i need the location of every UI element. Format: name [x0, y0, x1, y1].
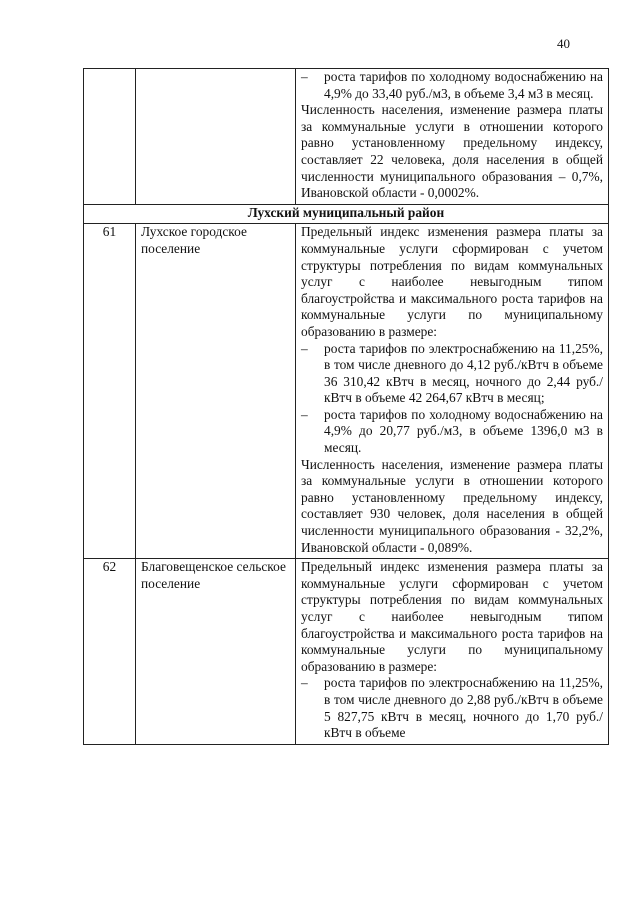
bullet-text: роста тарифов по электроснабжению на 11,25%, в том числе дневного до 4,12 руб./кВтч в объеме 36 310,42 кВтч в месяц, ночного до 2,44 руб./кВтч в объеме 42 264,67 кВтч в месяц;: [324, 340, 603, 406]
municipality-cell: Благовещенское сельское поселение: [136, 559, 296, 745]
row-number-cell: [84, 69, 136, 205]
description-cell: [296, 224, 609, 559]
list-item: [301, 69, 603, 102]
table-row: [84, 69, 609, 205]
dash-marker: –: [301, 406, 308, 422]
table-row: [84, 224, 609, 559]
population-paragraph: Численность населения, изменение размера платы за коммунальные услуги в отношении которого равно установленному предельному индексу, составляет 930 человек, доля населения в общей численности муниципального образования - 32,2%, Ивановской области - 0,089%.: [301, 456, 603, 555]
table-row: [84, 559, 609, 745]
dash-marker: –: [301, 675, 308, 691]
municipality-cell: [136, 69, 296, 205]
section-row: [84, 204, 609, 224]
dash-marker: –: [301, 69, 308, 84]
dash-marker: –: [301, 340, 308, 356]
list-item: [301, 341, 603, 407]
list-item: [301, 675, 603, 741]
intro-paragraph: Предельный индекс изменения размера платы за коммунальные услуги сформирован с учетом структуры потребления по видам коммунальных услуг с наиболее невыгодным типом благоустройства и максимального роста тарифов на коммунальные услуги по муниципальному образованию в размере:: [301, 559, 603, 674]
description-cell: [296, 559, 609, 745]
population-paragraph: Численность населения, изменение размера платы за коммунальные услуги в отношении которого равно установленному предельному индексу, составляет 22 человека, доля населения в общей численности муниципального образования – 0,7%, Ивановской области - 0,0002%.: [301, 102, 603, 201]
list-item: [301, 407, 603, 457]
bullet-text: роста тарифов по холодному водоснабжению на 4,9% до 20,77 руб./м3, в объеме 1396,0 м3 в месяц.: [324, 406, 603, 456]
page-number: 40: [557, 36, 570, 51]
intro-paragraph: Предельный индекс изменения размера платы за коммунальные услуги сформирован с учетом структуры потребления по видам коммунальных услуг с наиболее невыгодным типом благоустройства и максимального роста тарифов на коммунальные услуги по муниципальному образованию в размере:: [301, 224, 603, 339]
description-cell: [296, 69, 609, 205]
bullet-text: роста тарифов по холодному водоснабжению на 4,9% до 33,40 руб./м3, в объеме 3,4 м3 в месяц.: [324, 69, 603, 101]
row-number-cell: 62: [84, 559, 136, 745]
bullet-text: роста тарифов по электроснабжению на 11,25%, в том числе дневного до 2,88 руб./кВтч в объеме 5 827,75 кВтч в месяц, ночного до 1,70 руб./кВтч в объеме: [324, 675, 603, 741]
row-number-cell: 61: [84, 224, 136, 559]
tariff-table: [83, 68, 609, 745]
section-title: Лухский муниципальный район: [84, 204, 609, 224]
municipality-cell: Лухское городское поселение: [136, 224, 296, 559]
